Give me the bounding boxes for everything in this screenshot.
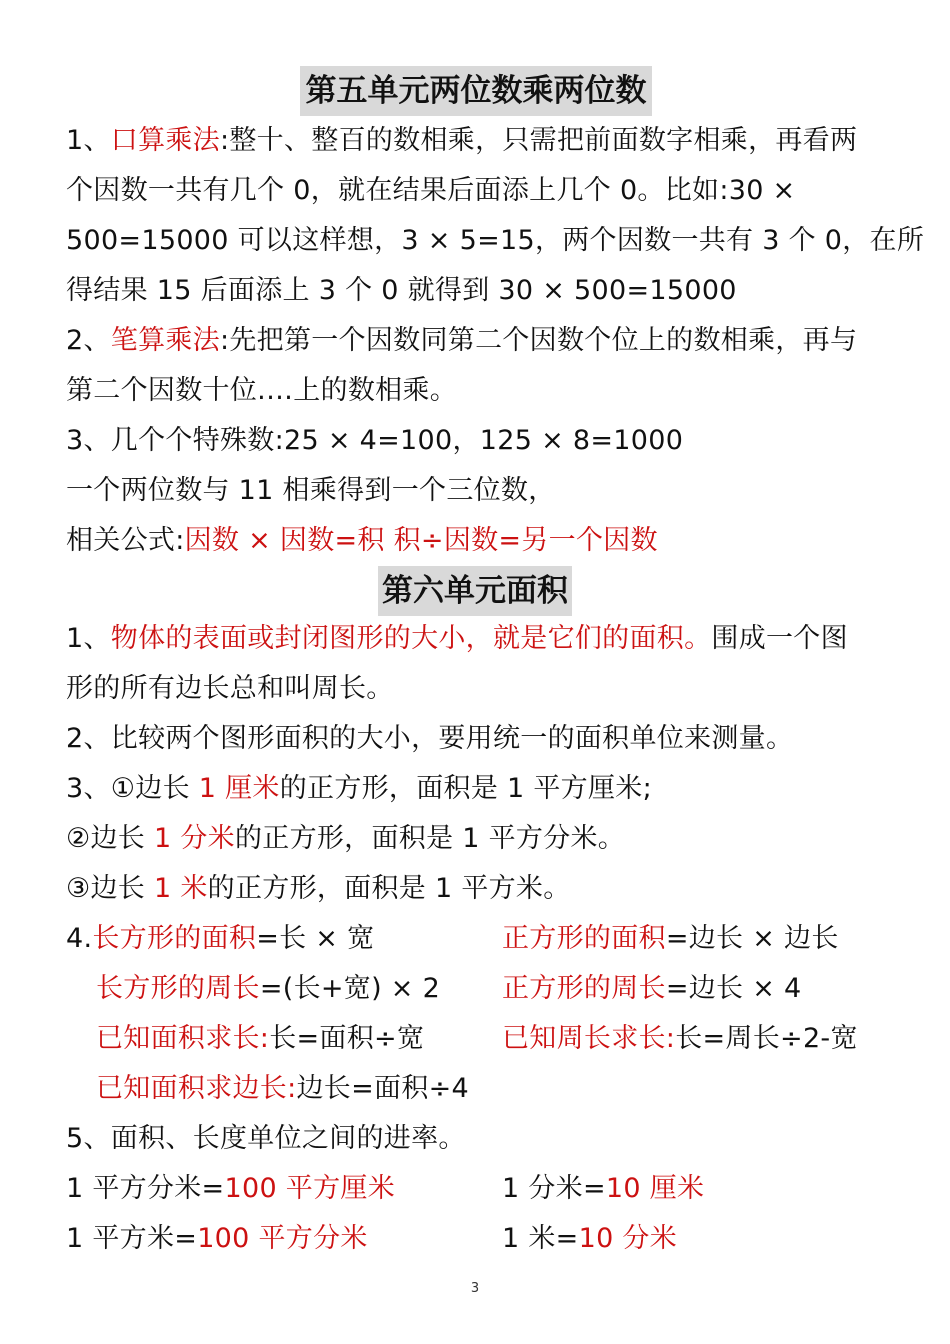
- p3a-post: 的正方形，面积是 1 平方厘米;: [279, 773, 652, 804]
- unit5-formula-line: [66, 516, 896, 566]
- area-to-side-formula: 边长=面积÷4: [296, 1073, 470, 1104]
- p3a-pre: 3、①边长: [66, 773, 199, 804]
- dm-pre: 1 分米=: [502, 1173, 606, 1204]
- p1-number: 1、: [66, 125, 111, 156]
- unit5-p1-line3: 500=15000 可以这样想，3 × 5=15，两个因数一共有 3 个 0，在所: [66, 225, 925, 256]
- p3b-post: 的正方形，面积是 1 平方分米。: [234, 823, 626, 854]
- unit6-p5-row2-right: [502, 1214, 922, 1264]
- unit6-p3-c: [66, 864, 896, 914]
- u6p1-rest: 围成一个图: [711, 623, 848, 654]
- unit5-p3-line1: 3、几个个特殊数:25 × 4=100，125 × 8=1000: [66, 425, 684, 456]
- square-area-label: 正方形的面积: [502, 923, 666, 954]
- unit6-p5-row1-right: [502, 1164, 922, 1214]
- unit5-title: 第五单元两位数乘两位数: [300, 66, 652, 116]
- unit5-p1-line4: 得结果 15 后面添上 3 个 0 就得到 30 × 500=15000: [66, 275, 737, 306]
- rect-area-label: 长方形的面积: [92, 923, 257, 954]
- unit6-p4-row2-right: [502, 964, 922, 1014]
- formula-text: 因数 × 因数=积 积÷因数=另一个因数: [184, 525, 658, 556]
- p2-number: 2、: [66, 325, 111, 356]
- area-to-length-formula: 长=面积÷宽: [269, 1023, 425, 1054]
- unit6-p4-row4: [96, 1064, 596, 1114]
- unit6-p3-b: [66, 814, 896, 864]
- dm-value: 10 厘米: [605, 1173, 705, 1204]
- unit6-p5-row1: [66, 1164, 486, 1214]
- m-pre: 1 米=: [502, 1223, 579, 1254]
- unit6-p3-a: [66, 764, 896, 814]
- sq-m-pre: 1 平方米=: [66, 1223, 198, 1254]
- unit6-p1-line1: [66, 614, 896, 664]
- unit5-p2-line1: [66, 316, 896, 366]
- p3c-pre: ③边长: [66, 873, 154, 904]
- rect-perimeter-formula: =(长+宽) × 2: [259, 973, 441, 1004]
- unit6-p5-title: 5、面积、长度单位之间的进率。: [66, 1123, 466, 1154]
- perimeter-to-length-label: 已知周长求长:: [502, 1023, 676, 1054]
- sq-dm-value: 100 平方厘米: [224, 1173, 396, 1204]
- unit6-p4-row2: [96, 964, 496, 1014]
- unit6-p4-row3-right: [502, 1014, 922, 1064]
- p3c-red: 1 米: [154, 873, 208, 904]
- unit5-p3-line2: 一个两位数与 11 相乘得到一个三位数，: [66, 475, 556, 506]
- perimeter-to-length-formula: 长=周长÷2-宽: [675, 1023, 858, 1054]
- unit5-p1-line1: [66, 116, 896, 166]
- p3b-pre: ②边长: [66, 823, 154, 854]
- p3a-red: 1 厘米: [198, 773, 280, 804]
- unit6-p1-line2: 形的所有边长总和叫周长。: [66, 673, 394, 704]
- formula-label: 相关公式:: [66, 525, 185, 556]
- unit6-p4-row1-right: [502, 914, 922, 964]
- rect-perimeter-label: 长方形的周长: [96, 973, 260, 1004]
- unit5-p2-line2: 第二个因数十位.…上的数相乘。: [66, 375, 458, 406]
- page-number: 3: [470, 1281, 480, 1296]
- unit6-title: 第六单元面积: [378, 566, 572, 616]
- p4-number: 4.: [66, 923, 93, 954]
- unit5-p1-line2: 个因数一共有几个 0，就在结果后面添上几个 0。比如:30 ×: [66, 175, 796, 206]
- unit6-p2: 2、比较两个图形面积的大小，要用统一的面积单位来测量。: [66, 723, 794, 754]
- unit6-p4-row3: [96, 1014, 496, 1064]
- sq-dm-pre: 1 平方分米=: [66, 1173, 225, 1204]
- p3b-red: 1 分米: [154, 823, 235, 854]
- p1-term: 口算乘法: [110, 125, 220, 156]
- area-to-side-label: 已知面积求边长:: [96, 1073, 297, 1104]
- p3c-post: 的正方形，面积是 1 平方米。: [207, 873, 571, 904]
- sq-m-value: 100 平方分米: [197, 1223, 368, 1254]
- p2-term: 笔算乘法: [110, 325, 220, 356]
- square-perimeter-formula: =边长 × 4: [665, 973, 802, 1004]
- square-area-formula: =边长 × 边长: [665, 923, 839, 954]
- square-perimeter-label: 正方形的周长: [502, 973, 666, 1004]
- u6p1-definition: 物体的表面或封闭图形的大小，就是它们的面积。: [110, 623, 712, 654]
- rect-area-formula: =长 × 宽: [256, 923, 375, 954]
- u6p1-number: 1、: [66, 623, 111, 654]
- p2-text: :先把第一个因数同第二个因数个位上的数相乘，再与: [219, 325, 858, 356]
- unit6-p5-row2: [66, 1214, 486, 1264]
- area-to-length-label: 已知面积求长:: [96, 1023, 270, 1054]
- m-value: 10 分米: [578, 1223, 678, 1254]
- p1-text: :整十、整百的数相乘，只需把前面数字相乘，再看两: [219, 125, 858, 156]
